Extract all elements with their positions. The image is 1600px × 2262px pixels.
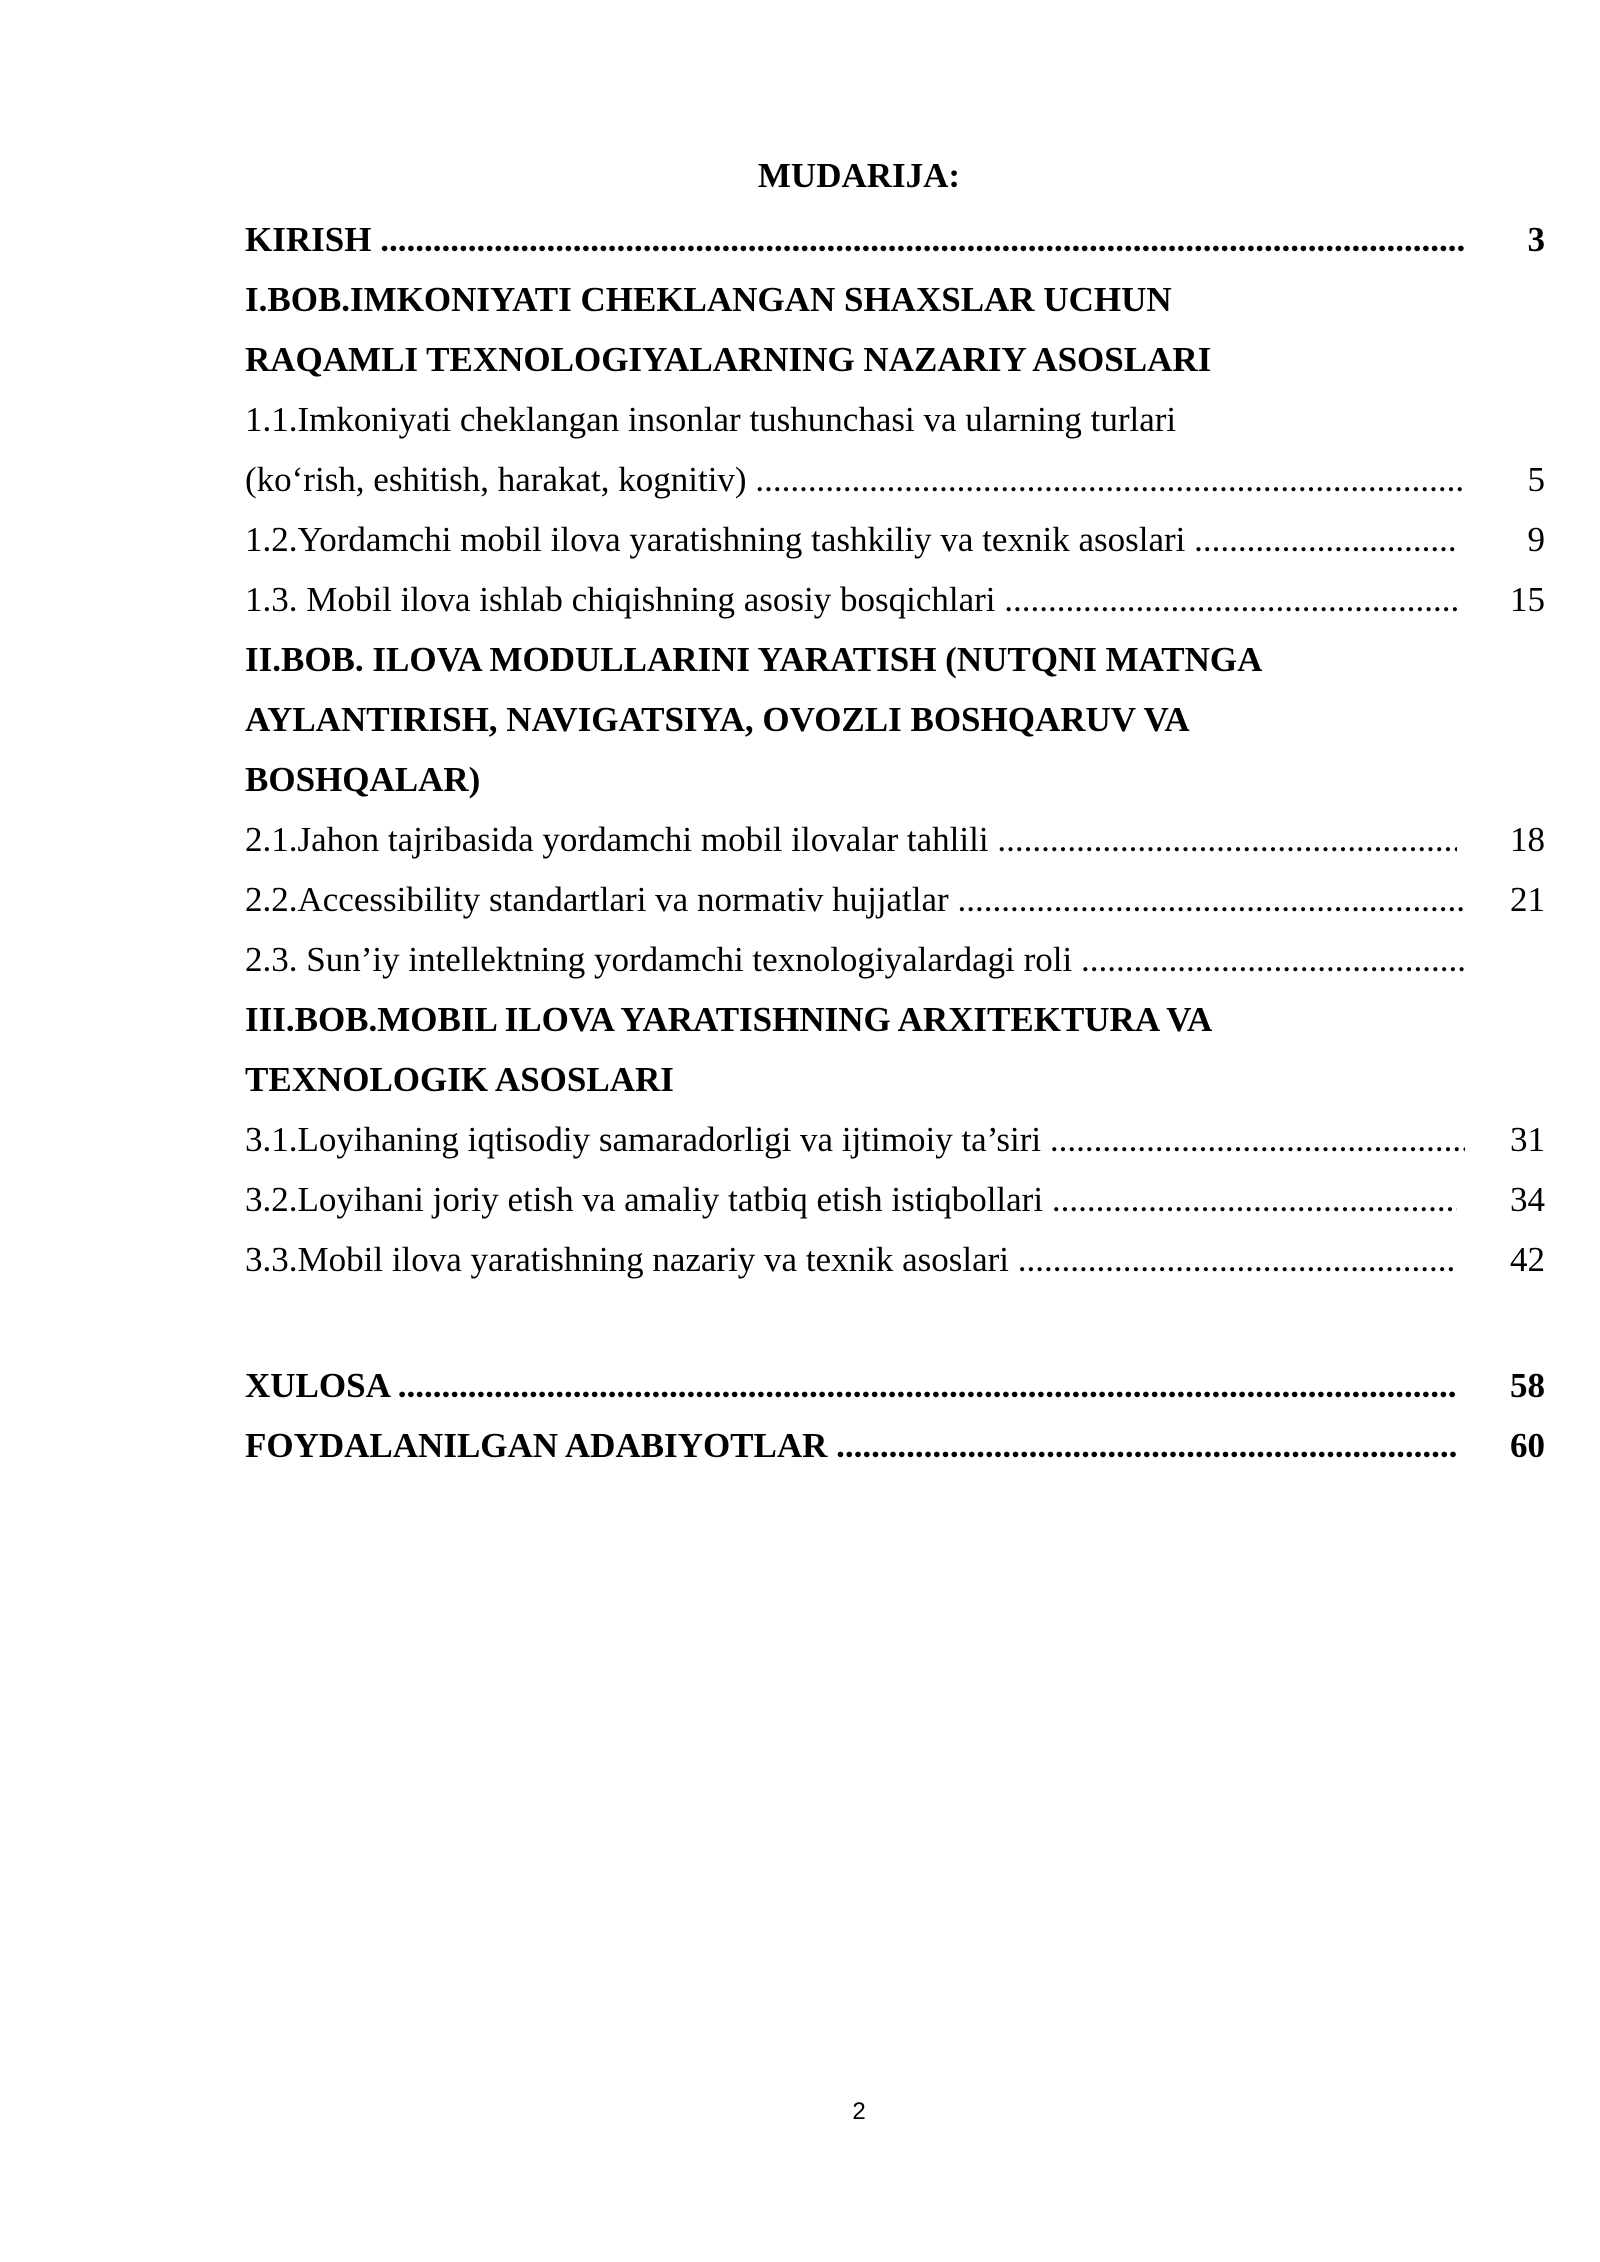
toc-entry-text: 2.2.Accessibility standartlari va normativ hujjatlar [245,880,949,919]
toc-page-number: 5 [1527,460,1545,499]
toc-chapter-2-heading-cont [245,690,1545,750]
toc-page-number: 58 [1510,1366,1545,1405]
toc-entry-adabiyotlar [245,1416,1545,1476]
toc-page-number: 60 [1510,1426,1545,1465]
page-title: MUDARIJA: [757,156,961,195]
toc-heading-text: RAQAMLI TEXNOLOGIYALARNING NAZARIY ASOSLARI [245,340,1212,379]
toc-entry-text: 3.2.Loyihani joriy etish va amaliy tatbiq etish istiqbollari [245,1180,1044,1219]
toc-entry-text: 1.2.Yordamchi mobil ilova yaratishning tashkiliy va texnik asoslari [245,520,1186,559]
table-of-contents [245,210,1545,1476]
toc-entry-3-2 [245,1170,1545,1230]
toc-entry-1-1 [245,390,1545,450]
toc-entry-3-3 [245,1230,1545,1290]
toc-chapter-1-heading-cont [245,330,1545,390]
toc-entry-xulosa [245,1356,1545,1416]
toc-chapter-3-heading-cont [245,1050,1545,1110]
toc-heading-text: AYLANTIRISH, NAVIGATSIYA, OVOZLI BOSHQARUV VA [245,700,1190,739]
toc-chapter-1-heading [245,270,1545,330]
toc-entry-text: KIRISH [245,220,372,259]
toc-heading-text: BOSHQALAR) [245,760,481,799]
toc-entry-2-2 [245,870,1545,930]
toc-entry-text: FOYDALANILGAN ADABIYOTLAR [245,1426,828,1465]
toc-entry-text: 3.3.Mobil ilova yaratishning nazariy va texnik asoslari [245,1240,1009,1279]
page-number: 2 [852,2098,866,2125]
toc-page-number: 34 [1510,1180,1545,1219]
toc-page-number: 9 [1527,520,1545,559]
toc-entry-text: 1.1.Imkoniyati cheklangan insonlar tushunchasi va ularning turlari [245,400,1177,439]
toc-page-number: 15 [1510,580,1545,619]
toc-entry-kirish [245,210,1545,270]
toc-entry-text: XULOSA [245,1366,389,1405]
toc-chapter-2-heading [245,630,1545,690]
toc-heading-text: III.BOB.MOBIL ILOVA YARATISHNING ARXITEKTURA VA [245,1000,1213,1039]
toc-entry-1-2 [245,510,1545,570]
toc-chapter-2-heading-end [245,750,1545,810]
toc-page-number: 21 [1510,880,1545,919]
toc-entry-text: 1.3. Mobil ilova ishlab chiqishning asosiy bosqichlari [245,580,996,619]
toc-entry-2-3 [245,930,1545,990]
toc-heading-text: II.BOB. ILOVA MODULLARINI YARATISH (NUTQNI MATNGA [245,640,1263,679]
toc-entry-text: 2.3. Sun’iy intellektning yordamchi texnologiyalardagi roli [245,940,1073,979]
toc-entry-1-1-cont [245,450,1545,510]
toc-entry-2-1 [245,810,1545,870]
toc-heading-text: I.BOB.IMKONIYATI CHEKLANGAN SHAXSLAR UCHUN [245,280,1172,319]
toc-page-number: 18 [1510,820,1545,859]
toc-entry-3-1 [245,1110,1545,1170]
toc-chapter-3-heading [245,990,1545,1050]
toc-entry-text: 2.1.Jahon tajribasida yordamchi mobil ilovalar tahlili [245,820,989,859]
toc-entry-text: 3.1.Loyihaning iqtisodiy samaradorligi va ijtimoiy ta’siri [245,1120,1042,1159]
toc-page-number: 3 [1527,220,1545,259]
toc-entry-text: (ko‘rish, eshitish, harakat, kognitiv) [245,460,747,499]
toc-page-number: 42 [1510,1240,1545,1279]
toc-page-number: 31 [1510,1120,1545,1159]
toc-entry-1-3 [245,570,1545,630]
toc-heading-text: TEXNOLOGIK ASOSLARI [245,1060,674,1099]
